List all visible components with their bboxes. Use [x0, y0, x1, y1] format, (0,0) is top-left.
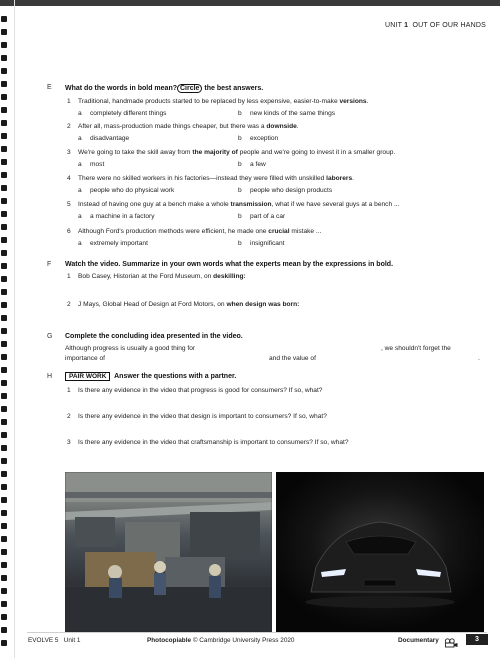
- sports-car-photo: [276, 472, 484, 632]
- section-e-title-before: What do the words in bold mean?: [65, 85, 177, 92]
- e-item-1-text: [78, 98, 368, 105]
- option-letter: b: [238, 187, 242, 194]
- option-letter: a: [78, 240, 82, 247]
- option-text: new kinds of the same things: [250, 110, 336, 117]
- bold-word: crucial: [268, 228, 290, 235]
- binder-ring: [1, 263, 7, 269]
- option-text: a machine in a factory: [90, 213, 155, 220]
- bold-word: transmission: [230, 201, 272, 208]
- option-text: disadvantage: [90, 135, 130, 142]
- h-item-1-number: 1: [67, 387, 71, 394]
- e-item-5-option-a: [78, 213, 155, 220]
- option-text: exception: [250, 135, 279, 142]
- e-item-5-option-b: [238, 213, 285, 220]
- binder-ring: [1, 224, 7, 230]
- sentence-text: .: [352, 175, 354, 182]
- option-text: a few: [250, 161, 266, 168]
- e-item-6-text: [78, 228, 321, 235]
- binder-ring: [1, 107, 7, 113]
- f-item-1-number: 1: [67, 273, 71, 280]
- section-e-letter: E: [47, 84, 52, 91]
- binder-ring: [1, 185, 7, 191]
- g-line-1-end: , we shouldn't forget the: [381, 345, 451, 352]
- binder-ring: [1, 471, 7, 477]
- binder-ring: [1, 588, 7, 594]
- h-item-1-text: Is there any evidence in the video that progress is good for consumers? If so, what?: [78, 387, 323, 394]
- f-item-bold: deskilling:: [213, 273, 246, 280]
- sentence-text: mistake ...: [289, 228, 322, 235]
- unit-header: [385, 22, 486, 29]
- binder-ring: [1, 146, 7, 152]
- g-line-1-start: Although progress is usually a good thing for: [65, 345, 196, 352]
- section-h-letter: H: [47, 373, 53, 380]
- unit-title: OUT OF OUR HANDS: [412, 22, 486, 29]
- option-letter: a: [78, 110, 82, 117]
- footer-unit: Unit 1: [63, 637, 81, 644]
- option-text: part of a car: [250, 213, 286, 220]
- option-letter: a: [78, 135, 82, 142]
- e-item-6-number: 6: [67, 228, 71, 235]
- top-band: [0, 0, 500, 6]
- section-e-title-after: the best answers.: [204, 85, 264, 92]
- binder-ring: [1, 276, 7, 282]
- option-letter: a: [78, 213, 82, 220]
- footer-copyright-text: © Cambridge University Press 2020: [192, 637, 295, 644]
- sentence-text: There were no skilled workers in his factories—instead they were filled with unskilled: [78, 175, 327, 182]
- option-letter: b: [238, 240, 242, 247]
- binder-ring: [1, 367, 7, 373]
- film-camera-icon: [444, 635, 459, 653]
- page-number-tab: 3: [466, 634, 488, 645]
- footer-section: [398, 637, 439, 644]
- section-g-letter: G: [47, 333, 53, 340]
- g-line-2-mid: and the value of: [269, 355, 316, 362]
- binder-ring: [1, 120, 7, 126]
- e-item-6-option-b: [238, 240, 284, 247]
- sentence-text: people and we're going to invest it in a smaller group.: [237, 149, 396, 156]
- h-item-2-text: Is there any evidence in the video that design is important to consumers? If so, what?: [78, 413, 327, 420]
- e-item-4-option-a: [78, 187, 174, 194]
- binder-ring: [1, 68, 7, 74]
- binder-ring: [1, 198, 7, 204]
- e-item-3-number: 3: [67, 149, 71, 156]
- bold-word: downside: [266, 123, 297, 130]
- binder-ring: [1, 640, 7, 646]
- option-letter: a: [78, 187, 82, 194]
- sentence-text: .: [296, 123, 299, 130]
- unit-number: 1: [404, 22, 409, 29]
- binder-ring: [1, 315, 7, 321]
- sentence-text: We're going to take the skill away from: [78, 149, 193, 156]
- e-item-4-text: [78, 175, 354, 182]
- binder-ring: [1, 536, 7, 542]
- option-letter: b: [238, 110, 242, 117]
- e-item-4-number: 4: [67, 175, 71, 182]
- footer-copyright: [147, 637, 295, 644]
- g-line-2-end: .: [478, 355, 480, 362]
- section-e-title: [65, 84, 263, 93]
- binder-ring: [1, 445, 7, 451]
- sentence-text: Instead of having one guy at a bench make a whole: [78, 201, 231, 208]
- e-item-3-text: [78, 149, 395, 156]
- f-item-text: Bob Casey, Historian at the Ford Museum, on: [78, 273, 214, 280]
- footer-section-label: Documentary: [398, 637, 439, 644]
- section-h-title: [65, 372, 236, 381]
- pair-work-badge: PAIR WORK: [65, 372, 110, 381]
- sentence-text: Traditional, handmade products started to be replaced by less expensive, easier-to-make: [78, 98, 340, 105]
- car-scene-graphic: [276, 472, 484, 632]
- e-item-1-option-a: [78, 110, 166, 117]
- option-letter: b: [238, 135, 242, 142]
- option-text: completely different things: [90, 110, 167, 117]
- footer-series: [28, 637, 80, 644]
- f-item-1-text: [78, 273, 246, 280]
- h-item-3-text: Is there any evidence in the video that craftsmanship is important to consumers? If so, what?: [78, 439, 349, 446]
- binder-ring: [1, 497, 7, 503]
- option-letter: b: [238, 213, 242, 220]
- binder-ring: [1, 55, 7, 61]
- e-item-5-number: 5: [67, 201, 71, 208]
- e-item-2-text: [78, 123, 299, 130]
- g-line-2-start: importance of: [65, 355, 105, 362]
- binder-ring: [1, 380, 7, 386]
- sentence-text: , what if we have several guys at a bench ...: [271, 201, 400, 208]
- binder-ring: [1, 601, 7, 607]
- binder-ring: [1, 419, 7, 425]
- option-letter: a: [78, 161, 82, 168]
- section-f-letter: F: [47, 261, 52, 268]
- option-text: insignificant: [250, 240, 285, 247]
- e-item-2-option-a: [78, 135, 129, 142]
- sentence-text: .: [366, 98, 369, 105]
- binder-ring: [1, 81, 7, 87]
- footer-photocopiable: Photocopiable: [147, 637, 192, 644]
- binder-ring: [1, 29, 7, 35]
- bold-word: versions: [339, 98, 367, 105]
- factory-scene-graphic: [65, 472, 272, 632]
- binder-ring: [1, 627, 7, 633]
- option-text: extremely important: [90, 240, 148, 247]
- binder-ring: [1, 562, 7, 568]
- binder-ring: [1, 484, 7, 490]
- section-h-title-text: Answer the questions with a partner.: [114, 373, 237, 380]
- sentence-text: After all, mass-production made things cheaper, but there was a: [78, 123, 267, 130]
- h-item-2-number: 2: [67, 413, 71, 420]
- unit-label: UNIT: [384, 22, 402, 29]
- binder-ring: [1, 133, 7, 139]
- binder-ring: [1, 302, 7, 308]
- binder-ring: [1, 250, 7, 256]
- binder-ring: [1, 510, 7, 516]
- binder-ring: [1, 172, 7, 178]
- option-text: most: [90, 161, 105, 168]
- binder-ring: [1, 458, 7, 464]
- binder-ring: [1, 575, 7, 581]
- e-item-6-option-a: [78, 240, 148, 247]
- binder-ring: [1, 354, 7, 360]
- binder-ring: [1, 16, 7, 22]
- h-item-3-number: 3: [67, 439, 71, 446]
- f-item-text: J Mays, Global Head of Design at Ford Motors, on: [78, 301, 227, 308]
- sentence-text: Although Ford's production methods were efficient, he made one: [78, 228, 269, 235]
- e-item-3-option-a: [78, 161, 104, 168]
- binder-spine: [0, 0, 14, 658]
- option-text: people who do physical work: [90, 187, 175, 194]
- section-f-title: Watch the video. Summarize in your own words what the experts mean by the expressions in bold.: [65, 261, 394, 268]
- binder-ring: [1, 549, 7, 555]
- e-item-3-option-b: [238, 161, 266, 168]
- spine-rule: [14, 0, 15, 658]
- binder-ring: [1, 328, 7, 334]
- e-item-2-option-b: [238, 135, 278, 142]
- option-text: people who design products: [250, 187, 333, 194]
- binder-ring: [1, 159, 7, 165]
- option-letter: b: [238, 161, 242, 168]
- circle-word: Circle: [177, 84, 202, 93]
- factory-assembly-photo: [65, 472, 272, 632]
- e-item-1-option-b: [238, 110, 335, 117]
- f-item-2-text: [78, 301, 299, 308]
- binder-ring: [1, 94, 7, 100]
- bold-word: the majority of: [192, 149, 238, 156]
- binder-ring: [1, 523, 7, 529]
- binder-ring: [1, 432, 7, 438]
- f-item-bold: when design was born:: [226, 301, 300, 308]
- binder-ring: [1, 42, 7, 48]
- e-item-2-number: 2: [67, 123, 71, 130]
- f-item-2-number: 2: [67, 301, 71, 308]
- binder-ring: [1, 614, 7, 620]
- e-item-4-option-b: [238, 187, 332, 194]
- e-item-1-number: 1: [67, 98, 71, 105]
- binder-ring: [1, 211, 7, 217]
- section-g-title: Complete the concluding idea presented in the video.: [65, 333, 243, 340]
- e-item-5-text: [78, 201, 399, 208]
- binder-ring: [1, 237, 7, 243]
- binder-ring: [1, 289, 7, 295]
- footer-rule: [27, 632, 487, 633]
- binder-ring: [1, 341, 7, 347]
- binder-ring: [1, 393, 7, 399]
- footer-series-name: EVOLVE 5: [28, 637, 59, 644]
- bold-word: laborers: [326, 175, 353, 182]
- binder-ring: [1, 406, 7, 412]
